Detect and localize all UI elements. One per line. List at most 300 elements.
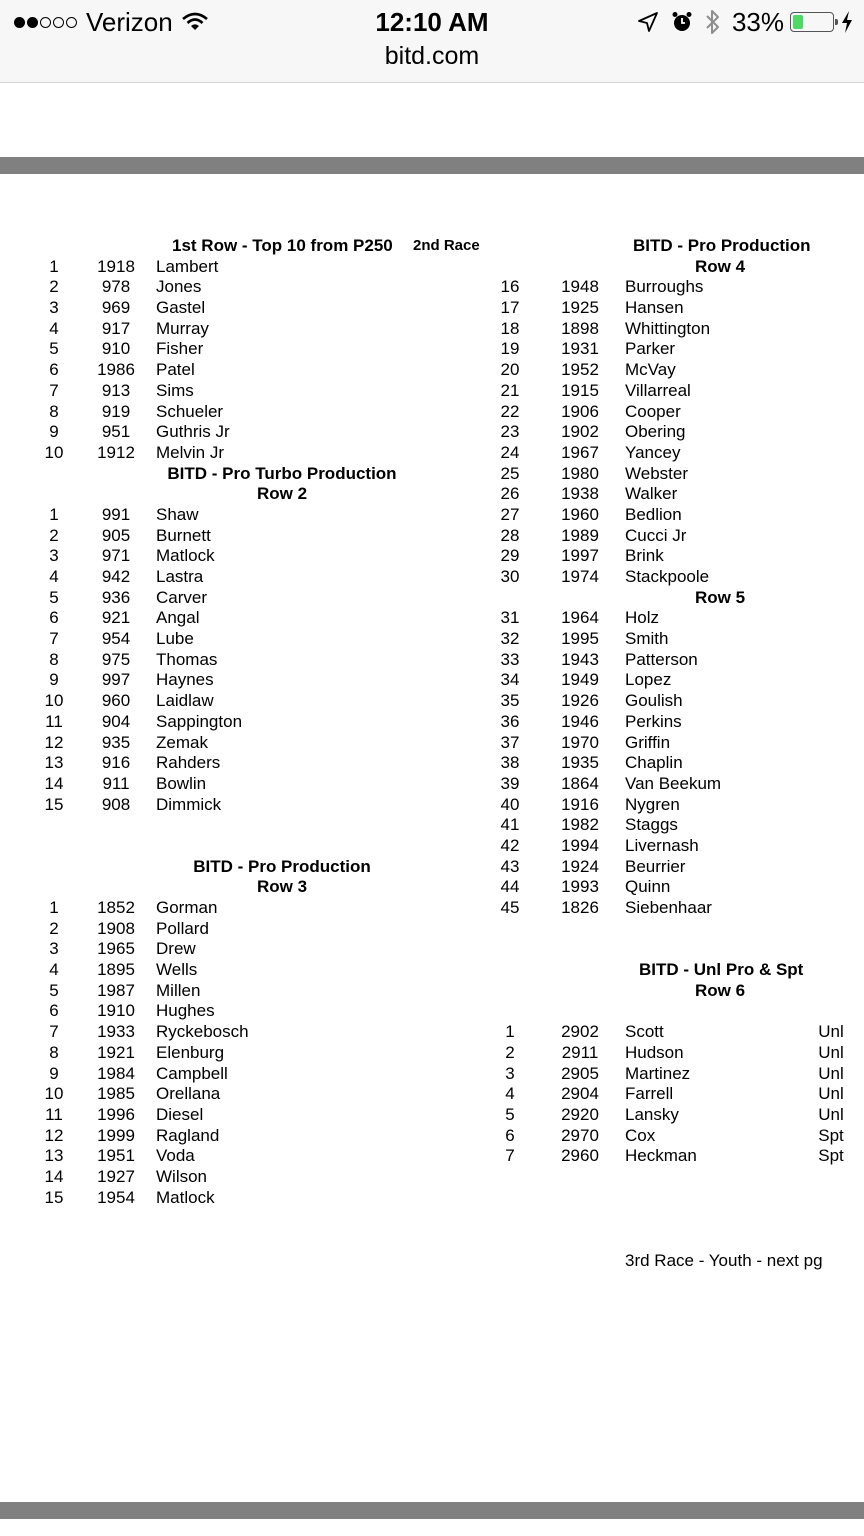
driver-name: Elenburg bbox=[156, 1042, 225, 1062]
address-bar-url[interactable]: bitd.com bbox=[384, 42, 480, 70]
heading-unl-pro-spt: BITD - Unl Pro & Spt bbox=[639, 960, 804, 980]
car-number: 1912 bbox=[97, 442, 135, 462]
entry-row bbox=[0, 339, 864, 360]
alarm-clock-icon bbox=[670, 10, 694, 34]
car-number: 1948 bbox=[561, 277, 599, 297]
driver-name: Beurrier bbox=[625, 856, 686, 876]
car-number: 1898 bbox=[561, 318, 599, 338]
start-position: 5 bbox=[49, 587, 59, 607]
car-number: 960 bbox=[101, 691, 131, 711]
car-number: 910 bbox=[101, 339, 131, 359]
heading-pro-production-right: BITD - Pro Production bbox=[633, 236, 811, 255]
row2-label: Row 2 bbox=[256, 484, 308, 504]
car-number: 1949 bbox=[561, 670, 599, 690]
driver-name: Gastel bbox=[156, 298, 206, 318]
car-number: 969 bbox=[101, 298, 131, 318]
clock: 12:10 AM bbox=[375, 7, 489, 37]
start-position: 6 bbox=[505, 1125, 515, 1145]
driver-name: Nygren bbox=[625, 794, 680, 814]
entry-row bbox=[0, 1043, 864, 1064]
start-position: 1 bbox=[49, 898, 59, 917]
car-number: 1908 bbox=[97, 918, 135, 938]
row6-label: Row 6 bbox=[695, 980, 746, 1000]
car-number: 1902 bbox=[561, 422, 599, 442]
driver-name: Diesel bbox=[156, 1104, 204, 1124]
driver-name: Martinez bbox=[625, 1063, 691, 1083]
start-position: 33 bbox=[500, 649, 520, 669]
entry-row bbox=[0, 277, 864, 298]
vehicle-class: Unl bbox=[818, 1042, 844, 1062]
row3-label: Row 3 bbox=[256, 877, 308, 897]
entry-row bbox=[0, 712, 864, 733]
start-position: 4 bbox=[49, 567, 59, 586]
driver-name: Holz bbox=[625, 608, 660, 628]
car-number: 1895 bbox=[97, 960, 135, 980]
heading-first-row: 1st Row - Top 10 from P250 bbox=[172, 236, 393, 255]
car-number: 1984 bbox=[97, 1063, 135, 1083]
start-position: 5 bbox=[49, 339, 59, 359]
entry-row bbox=[0, 1064, 864, 1085]
entry-row bbox=[0, 670, 864, 691]
car-number: 971 bbox=[101, 546, 131, 566]
start-position: 34 bbox=[500, 670, 520, 690]
driver-name: Hudson bbox=[625, 1042, 684, 1062]
entry-row bbox=[0, 836, 864, 857]
location-arrow-icon bbox=[636, 10, 660, 34]
start-position: 28 bbox=[500, 525, 520, 545]
entry-row bbox=[0, 1105, 864, 1126]
blank-row bbox=[0, 919, 864, 940]
start-position: 19 bbox=[500, 339, 520, 359]
car-number: 1989 bbox=[561, 525, 599, 545]
car-number: 936 bbox=[101, 587, 131, 607]
car-number: 2902 bbox=[561, 1022, 599, 1042]
start-position: 2 bbox=[505, 1042, 515, 1062]
battery-nub bbox=[835, 19, 838, 25]
car-number: 1960 bbox=[561, 504, 599, 524]
car-number: 1852 bbox=[97, 898, 135, 917]
car-number: 2911 bbox=[561, 1042, 599, 1062]
driver-name: Wilson bbox=[156, 1166, 208, 1186]
entry-row bbox=[0, 464, 864, 485]
start-position: 21 bbox=[500, 380, 520, 400]
driver-name: Scott bbox=[625, 1022, 664, 1042]
driver-name: Wells bbox=[156, 960, 198, 980]
entry-row bbox=[0, 567, 864, 588]
driver-name: Melvin Jr bbox=[156, 442, 225, 462]
bluetooth-icon bbox=[704, 8, 722, 36]
vehicle-class: Unl bbox=[818, 1022, 844, 1042]
start-position: 3 bbox=[49, 939, 59, 959]
driver-name: Perkins bbox=[625, 711, 682, 731]
start-position: 30 bbox=[500, 567, 520, 586]
car-number: 1931 bbox=[561, 339, 599, 359]
car-number: 1974 bbox=[561, 567, 599, 586]
car-number: 916 bbox=[101, 753, 131, 773]
driver-name: Smith bbox=[625, 629, 669, 649]
car-number: 975 bbox=[101, 649, 131, 669]
start-position: 24 bbox=[500, 442, 520, 462]
car-number: 1915 bbox=[561, 380, 599, 400]
car-number: 1918 bbox=[97, 256, 135, 276]
start-position: 10 bbox=[44, 691, 64, 711]
start-position: 6 bbox=[49, 360, 59, 380]
entry-row bbox=[0, 898, 864, 919]
driver-name: Hansen bbox=[625, 298, 684, 318]
start-position: 43 bbox=[500, 856, 520, 876]
car-number: 1994 bbox=[561, 835, 599, 855]
start-position: 25 bbox=[500, 463, 520, 483]
car-number: 997 bbox=[101, 670, 131, 690]
entry-row bbox=[0, 815, 864, 836]
driver-name: Pollard bbox=[156, 918, 209, 938]
start-position: 12 bbox=[44, 732, 64, 752]
page-divider-top bbox=[0, 157, 864, 174]
blank-row bbox=[0, 939, 864, 960]
start-position: 13 bbox=[44, 753, 64, 773]
start-position: 29 bbox=[500, 546, 520, 566]
driver-name: Villarreal bbox=[625, 380, 691, 400]
start-position: 11 bbox=[45, 1104, 63, 1124]
car-number: 2960 bbox=[561, 1146, 599, 1166]
car-number: 1980 bbox=[561, 463, 599, 483]
driver-name: Carver bbox=[156, 587, 208, 607]
car-number: 1964 bbox=[561, 608, 599, 628]
car-number: 2904 bbox=[561, 1084, 599, 1104]
entry-row bbox=[0, 733, 864, 754]
entry-row bbox=[0, 505, 864, 526]
driver-name: Goulish bbox=[625, 691, 683, 711]
start-position: 32 bbox=[500, 629, 520, 649]
start-position: 3 bbox=[49, 298, 59, 318]
driver-name: Angal bbox=[156, 608, 200, 628]
entry-row bbox=[0, 1022, 864, 1043]
row5-label: Row 5 bbox=[695, 587, 746, 607]
entry-row bbox=[0, 402, 864, 423]
start-position: 18 bbox=[500, 318, 520, 338]
entry-row bbox=[0, 650, 864, 671]
start-position: 2 bbox=[49, 277, 59, 297]
start-position: 7 bbox=[49, 1022, 59, 1042]
driver-name: Millen bbox=[156, 980, 201, 1000]
right-column bbox=[0, 236, 864, 1167]
status-icons bbox=[636, 6, 854, 38]
car-number: 2970 bbox=[561, 1125, 599, 1145]
entry-row bbox=[0, 484, 864, 505]
car-number: 1906 bbox=[561, 401, 599, 421]
driver-name: Obering bbox=[625, 422, 686, 442]
driver-name: Bowlin bbox=[156, 773, 207, 793]
car-number: 1982 bbox=[561, 815, 599, 835]
driver-name: Sims bbox=[156, 380, 194, 400]
start-position: 20 bbox=[500, 360, 520, 380]
driver-name: Heckman bbox=[625, 1146, 697, 1166]
driver-name: Parker bbox=[625, 339, 676, 359]
car-number: 913 bbox=[101, 380, 131, 400]
car-number: 1925 bbox=[561, 298, 599, 318]
start-position: 23 bbox=[500, 422, 520, 442]
driver-name: Burroughs bbox=[625, 277, 704, 297]
start-position: 26 bbox=[500, 484, 520, 504]
entry-row bbox=[0, 1084, 864, 1105]
row4-label: Row 4 bbox=[695, 256, 746, 276]
car-number: 942 bbox=[101, 567, 131, 586]
start-position: 17 bbox=[500, 298, 520, 318]
car-number: 1952 bbox=[561, 360, 599, 380]
driver-name: Orellana bbox=[156, 1084, 221, 1104]
driver-name: Gorman bbox=[156, 898, 218, 917]
start-position: 27 bbox=[500, 504, 520, 524]
entry-row bbox=[0, 795, 864, 816]
car-number: 2905 bbox=[561, 1063, 599, 1083]
entry-row bbox=[0, 443, 864, 464]
entry-row bbox=[0, 877, 864, 898]
driver-name: Lopez bbox=[625, 670, 672, 690]
start-position: 36 bbox=[500, 711, 520, 731]
entry-row bbox=[0, 422, 864, 443]
driver-name: Jones bbox=[156, 277, 202, 297]
car-number: 921 bbox=[101, 608, 131, 628]
car-number: 935 bbox=[101, 732, 131, 752]
section-header-pro-production-right bbox=[0, 236, 864, 257]
heading-pro-production-left: BITD - Pro Production bbox=[193, 856, 371, 876]
start-position: 6 bbox=[49, 608, 59, 628]
driver-name: Bedlion bbox=[625, 504, 682, 524]
car-number: 1933 bbox=[97, 1022, 135, 1042]
car-number: 1924 bbox=[561, 856, 599, 876]
driver-name: Voda bbox=[156, 1146, 195, 1166]
entry-row bbox=[0, 753, 864, 774]
car-number: 991 bbox=[101, 504, 131, 524]
driver-name: Haynes bbox=[156, 670, 214, 690]
driver-name: Sappington bbox=[156, 711, 243, 731]
row5-list bbox=[0, 608, 864, 918]
start-position: 10 bbox=[44, 1084, 64, 1104]
start-position: 10 bbox=[44, 442, 64, 462]
vehicle-class: Unl bbox=[818, 1104, 844, 1124]
start-position: 41 bbox=[500, 815, 520, 835]
vehicle-class: Spt bbox=[818, 1125, 844, 1145]
start-position: 6 bbox=[49, 1001, 59, 1021]
entry-row bbox=[0, 319, 864, 340]
start-position: 8 bbox=[49, 1042, 59, 1062]
driver-name: Lube bbox=[156, 629, 194, 649]
start-position: 40 bbox=[500, 794, 520, 814]
driver-name: Stackpoole bbox=[625, 567, 710, 586]
start-position: 4 bbox=[505, 1084, 515, 1104]
driver-name: Ryckebosch bbox=[156, 1022, 249, 1042]
car-number: 1951 bbox=[97, 1146, 135, 1166]
start-position: 13 bbox=[44, 1146, 64, 1166]
driver-name: Patterson bbox=[625, 649, 698, 669]
start-position: 8 bbox=[49, 401, 59, 421]
entry-row bbox=[0, 608, 864, 629]
driver-name: Ragland bbox=[156, 1125, 220, 1145]
start-position: 15 bbox=[44, 794, 64, 814]
driver-name: Laidlaw bbox=[156, 691, 214, 711]
driver-name: Chaplin bbox=[625, 753, 683, 773]
car-number: 1954 bbox=[97, 1187, 135, 1207]
row6-label-row bbox=[0, 981, 864, 1002]
entry-row bbox=[0, 546, 864, 567]
start-position: 14 bbox=[44, 1166, 64, 1186]
car-number: 1993 bbox=[561, 877, 599, 897]
start-position: 7 bbox=[49, 380, 59, 400]
section-header-unl-pro-spt bbox=[0, 960, 864, 981]
car-number: 1999 bbox=[97, 1125, 135, 1145]
start-position: 8 bbox=[49, 649, 59, 669]
entry-row bbox=[0, 857, 864, 878]
vehicle-class: Spt bbox=[818, 1146, 844, 1166]
start-position: 9 bbox=[49, 1063, 59, 1083]
start-position: 3 bbox=[505, 1063, 515, 1083]
driver-name: Cucci Jr bbox=[625, 525, 687, 545]
driver-name: Schueler bbox=[156, 401, 224, 421]
start-position: 3 bbox=[49, 546, 59, 566]
driver-name: Walker bbox=[625, 484, 678, 504]
car-number: 1946 bbox=[561, 711, 599, 731]
entry-row bbox=[0, 1126, 864, 1147]
car-number: 1926 bbox=[561, 691, 599, 711]
car-number: 2920 bbox=[561, 1104, 599, 1124]
start-position: 1 bbox=[49, 504, 59, 524]
car-number: 1967 bbox=[561, 442, 599, 462]
entry-row bbox=[0, 1167, 480, 1188]
driver-name: Zemak bbox=[156, 732, 208, 752]
car-number: 908 bbox=[101, 794, 131, 814]
driver-name: Burnett bbox=[156, 525, 211, 545]
car-number: 1997 bbox=[561, 546, 599, 566]
start-position: 9 bbox=[49, 422, 59, 442]
car-number: 1987 bbox=[97, 980, 135, 1000]
car-number: 1910 bbox=[97, 1001, 135, 1021]
car-number: 1995 bbox=[561, 629, 599, 649]
driver-name: Van Beekum bbox=[625, 773, 722, 793]
battery-icon bbox=[790, 12, 834, 32]
driver-name: Livernash bbox=[625, 835, 699, 855]
car-number: 917 bbox=[101, 318, 131, 338]
car-number: 1965 bbox=[97, 939, 135, 959]
start-position: 4 bbox=[49, 318, 59, 338]
car-number: 911 bbox=[102, 773, 130, 793]
driver-name: Yancey bbox=[625, 442, 681, 462]
car-number: 1986 bbox=[97, 360, 135, 380]
car-number: 1996 bbox=[97, 1104, 135, 1124]
battery-percent: 33% bbox=[731, 6, 784, 37]
driver-name: Whittington bbox=[625, 318, 711, 338]
driver-name: Staggs bbox=[625, 815, 678, 835]
start-position: 38 bbox=[500, 753, 520, 773]
driver-name: Cooper bbox=[625, 401, 681, 421]
driver-name: Quinn bbox=[625, 877, 671, 897]
vehicle-class: Unl bbox=[818, 1084, 844, 1104]
start-position: 31 bbox=[500, 608, 520, 628]
car-number: 905 bbox=[101, 525, 131, 545]
blank-row bbox=[0, 1001, 864, 1022]
car-number: 904 bbox=[101, 711, 131, 731]
start-position: 12 bbox=[44, 1125, 64, 1145]
entry-row bbox=[0, 629, 864, 650]
start-position: 14 bbox=[44, 773, 64, 793]
driver-name: Guthris Jr bbox=[156, 422, 230, 442]
driver-name: Patel bbox=[156, 360, 195, 380]
start-position: 1 bbox=[49, 256, 59, 276]
driver-name: Thomas bbox=[156, 649, 218, 669]
charging-bolt-icon bbox=[840, 10, 854, 34]
start-position: 5 bbox=[49, 980, 59, 1000]
start-position: 45 bbox=[500, 898, 520, 917]
row4-list bbox=[0, 277, 864, 587]
start-position: 11 bbox=[45, 711, 63, 731]
driver-name: Drew bbox=[156, 939, 196, 959]
driver-name: Griffin bbox=[625, 732, 671, 752]
car-number: 1985 bbox=[97, 1084, 135, 1104]
start-position: 39 bbox=[500, 773, 520, 793]
start-position: 42 bbox=[500, 835, 520, 855]
driver-name: Matlock bbox=[156, 546, 215, 566]
entry-row bbox=[0, 298, 864, 319]
start-position: 2 bbox=[49, 918, 59, 938]
car-number: 1864 bbox=[561, 773, 599, 793]
entry-row bbox=[0, 1146, 864, 1167]
carrier-name: Verizon bbox=[86, 6, 173, 37]
start-position: 2 bbox=[49, 525, 59, 545]
status-bar bbox=[0, 0, 864, 83]
driver-name: Farrell bbox=[625, 1084, 674, 1104]
car-number: 951 bbox=[101, 422, 131, 442]
driver-name: Matlock bbox=[156, 1187, 215, 1207]
start-position: 9 bbox=[49, 670, 59, 690]
entry-row bbox=[0, 691, 864, 712]
car-number: 1970 bbox=[561, 732, 599, 752]
driver-name: Lastra bbox=[156, 567, 204, 586]
start-position: 35 bbox=[500, 691, 520, 711]
start-position: 44 bbox=[500, 877, 520, 897]
page-divider-bottom bbox=[0, 1502, 864, 1519]
car-number: 1916 bbox=[561, 794, 599, 814]
car-number: 1921 bbox=[97, 1042, 135, 1062]
driver-name: Brink bbox=[625, 546, 664, 566]
driver-name: Lambert bbox=[156, 256, 219, 276]
driver-name: Fisher bbox=[156, 339, 204, 359]
heading-pro-turbo: BITD - Pro Turbo Production bbox=[167, 463, 397, 483]
entry-row bbox=[0, 381, 864, 402]
row5-label-row bbox=[0, 588, 864, 609]
start-position: 1 bbox=[505, 1022, 515, 1042]
start-position: 16 bbox=[500, 277, 520, 297]
start-position: 7 bbox=[49, 629, 59, 649]
row4-label-row bbox=[0, 257, 864, 278]
driver-name: Dimmick bbox=[156, 794, 222, 814]
car-number: 1938 bbox=[561, 484, 599, 504]
entry-row bbox=[0, 360, 864, 381]
vehicle-class: Unl bbox=[818, 1063, 844, 1083]
car-number: 978 bbox=[101, 277, 131, 297]
driver-name: Lansky bbox=[625, 1104, 679, 1124]
driver-name: Webster bbox=[625, 463, 688, 483]
car-number: 954 bbox=[101, 629, 131, 649]
driver-name: Shaw bbox=[156, 504, 199, 524]
entry-row bbox=[0, 1188, 480, 1209]
car-number: 1927 bbox=[97, 1166, 135, 1186]
driver-name: Siebenhaar bbox=[625, 898, 712, 917]
driver-name: Murray bbox=[156, 318, 209, 338]
row6-list bbox=[0, 1022, 864, 1167]
start-position: 37 bbox=[500, 732, 520, 752]
entry-row bbox=[0, 526, 864, 547]
driver-name: Hughes bbox=[156, 1001, 215, 1021]
entry-row bbox=[0, 774, 864, 795]
